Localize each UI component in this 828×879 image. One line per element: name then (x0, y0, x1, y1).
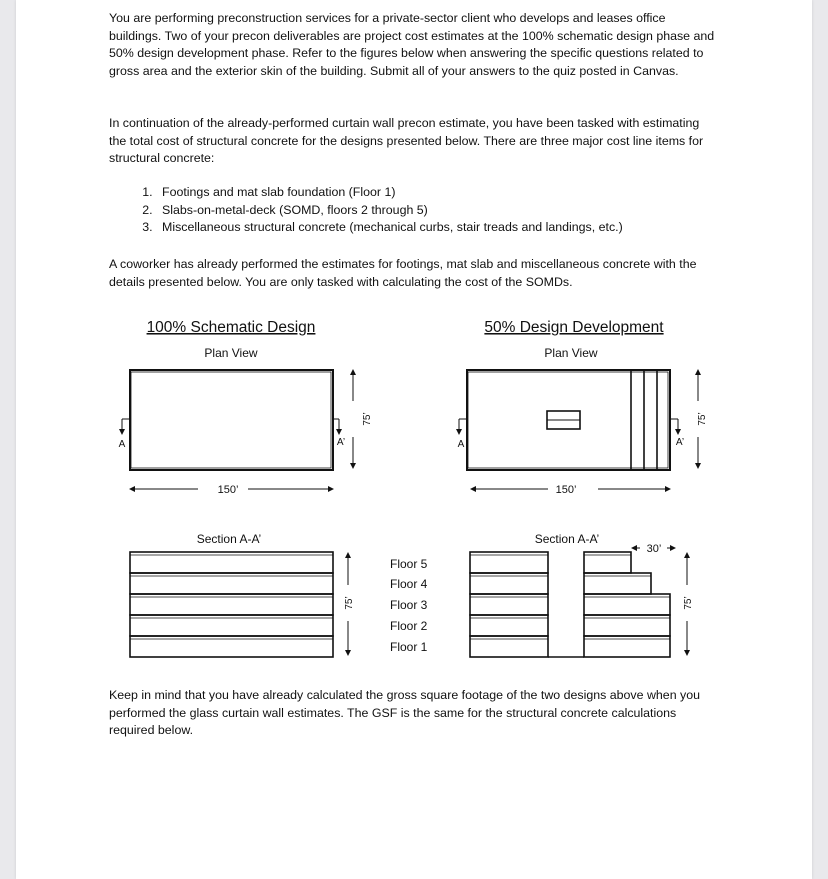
coworker-paragraph: A coworker has already performed the estimates for footings, mat slab and miscellaneous concrete with the details presented below. You are only tasked with calculating the cost of the SOMDs. (109, 257, 697, 289)
intro-paragraph: You are performing preconstruction services for a private-sector client who develops and leases office buildings. Two of your precon deliverables are project cost estimates at the 100% schematic design phase and 50% design development phase. Refer to the figures below when answering the specific questions related to gross area and the exterior skin of the building. Submit all of your answers to the quiz posted in Canvas. (109, 11, 715, 78)
floor-label: Floor 3 (390, 598, 428, 612)
schematic-plan-label: Plan View (204, 346, 258, 360)
schematic-title: 100% Schematic Design (146, 319, 316, 336)
floor-label: Floor 4 (390, 577, 428, 591)
section-cut-marker-a-prime (670, 419, 678, 434)
floor-label: Floor 2 (390, 619, 428, 633)
floor-label: Floor 1 (390, 640, 428, 654)
schematic-section-view (130, 552, 355, 657)
schematic-cut-start-label: A (118, 439, 126, 450)
line-item: 1. Footings and mat slab foundation (Floor 1) (156, 184, 756, 202)
development-plan-label: Plan View (544, 346, 598, 360)
section-cut-marker-a (122, 419, 130, 434)
section-cut-marker-a (459, 419, 467, 434)
task-paragraph: In continuation of the already-performed curtain wall precon estimate, you have been tasked with estimating the total cost of structural concrete for the designs presented below. There are three major cost line items for structural concrete: (109, 116, 704, 166)
development-setback-dim-label: 30’ (646, 543, 662, 555)
development-height-dim-label: 75’ (683, 596, 694, 610)
development-width-dim-label: 150’ (555, 484, 577, 496)
floor-labels (390, 557, 428, 654)
development-section-label: Section A-A’ (534, 532, 600, 546)
schematic-height-dim-label: 75’ (344, 596, 355, 610)
development-cut-start-label: A (457, 439, 465, 450)
schematic-depth-dim-label: 75’ (362, 412, 373, 426)
development-section-view (470, 552, 694, 657)
line-item: 2. Slabs-on-metal-deck (SOMD, floors 2 through 5) (156, 202, 756, 220)
development-plan-view (458, 370, 708, 496)
schematic-width-dim-label: 150’ (217, 484, 239, 496)
schematic-plan-outline (130, 370, 333, 470)
reminder-paragraph: Keep in mind that you have already calculated the gross square footage of the two designs above when you performed the glass curtain wall estimates. The GSF is the same for the structural concrete calculations required below. (109, 688, 701, 738)
development-depth-dim-label: 75’ (697, 412, 708, 426)
schematic-section-label: Section A-A’ (196, 532, 262, 546)
development-cut-end-label: A’ (675, 437, 685, 448)
line-item: 3. Miscellaneous structural concrete (mechanical curbs, stair treads and landings, etc.) (156, 219, 756, 237)
development-title: 50% Design Development (484, 319, 664, 336)
floor-label: Floor 5 (390, 557, 428, 571)
schematic-plan-view (119, 370, 373, 496)
schematic-cut-end-label: A’ (336, 437, 346, 448)
schematic-plan-inner-line (131, 372, 331, 468)
